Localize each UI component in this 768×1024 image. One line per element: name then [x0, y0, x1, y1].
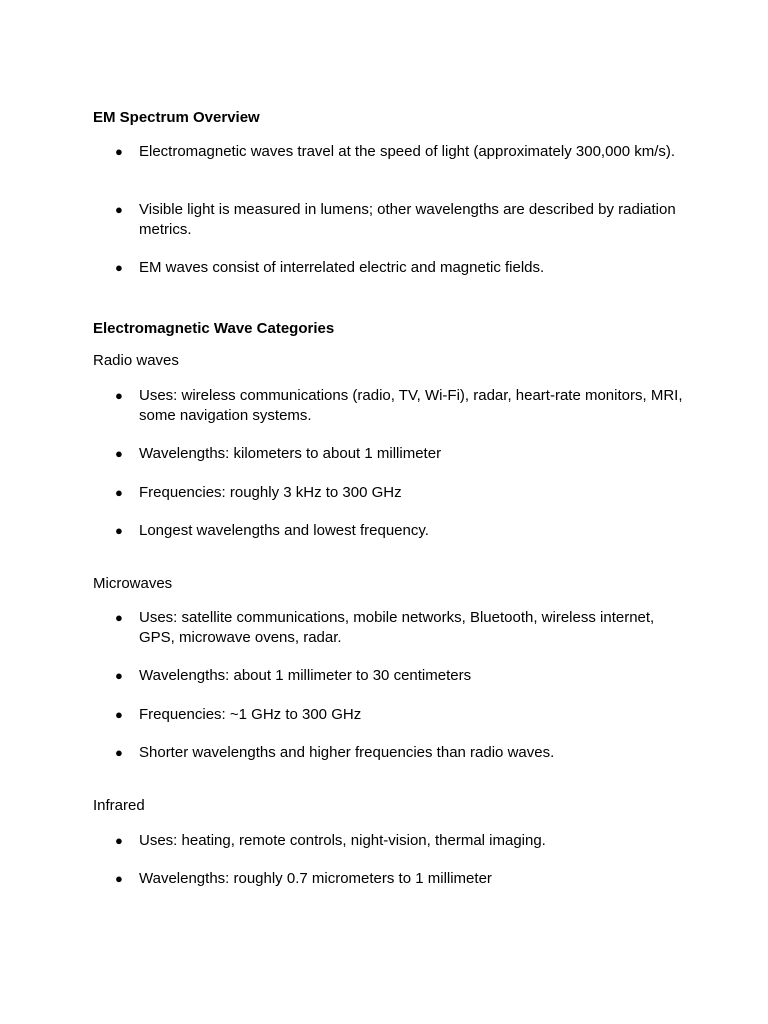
list-item-text: Uses: wireless communications (radio, TV, Wi-Fi), radar, heart-rate monitors, MRI, some navigation systems.: [139, 387, 683, 424]
section-heading-wave-categories: Electromagnetic Wave Categories: [93, 320, 335, 337]
list-item: [115, 666, 685, 686]
list-item: [115, 743, 685, 763]
list-item-text: Electromagnetic waves travel at the speed of light (approximately 300,000 km/s).: [139, 143, 676, 160]
list-item: [115, 258, 685, 278]
bullet-dot: ●: [115, 144, 123, 159]
bullet-dot: ●: [115, 523, 123, 538]
list-item: [115, 831, 685, 851]
category-title-infrared: Infrared: [93, 797, 145, 814]
category-title-radio-waves: Radio waves: [93, 352, 179, 369]
bullet-dot: ●: [115, 610, 123, 625]
list-item: [115, 705, 685, 725]
list-item-text: EM waves consist of interrelated electric and magnetic fields.: [139, 259, 545, 276]
list-item-text: Uses: heating, remote controls, night-vision, thermal imaging.: [139, 832, 546, 849]
list-item: [115, 869, 685, 889]
list-item: [115, 200, 685, 239]
list-item-text: Visible light is measured in lumens; other wavelengths are described by radiation metrics.: [139, 201, 676, 238]
list-item-text: Uses: satellite communications, mobile networks, Bluetooth, wireless internet, GPS, microwave ovens, radar.: [139, 609, 655, 646]
list-item-text: Frequencies: ~1 GHz to 300 GHz: [139, 706, 362, 723]
bullet-dot: ●: [115, 485, 123, 500]
list-item: [115, 444, 685, 464]
category-title-microwaves: Microwaves: [93, 575, 173, 592]
list-item: [115, 521, 685, 541]
bullet-dot: ●: [115, 871, 123, 886]
list-item-text: Wavelengths: kilometers to about 1 millimeter: [139, 445, 442, 462]
list-item: [115, 142, 685, 162]
list-item: [115, 386, 685, 425]
bullet-dot: ●: [115, 446, 123, 461]
bullet-dot: ●: [115, 707, 123, 722]
bullet-dot: ●: [115, 745, 123, 760]
bullet-dot: ●: [115, 202, 123, 217]
list-item-text: Shorter wavelengths and higher frequencies than radio waves.: [139, 744, 555, 761]
list-item-text: Longest wavelengths and lowest frequency.: [139, 522, 429, 539]
bullet-dot: ●: [115, 833, 123, 848]
list-item: [115, 608, 685, 647]
bullet-dot: ●: [115, 260, 123, 275]
section-heading-em-spectrum-overview: EM Spectrum Overview: [93, 109, 260, 126]
list-item-text: Wavelengths: roughly 0.7 micrometers to 1 millimeter: [139, 870, 492, 887]
list-item-text: Wavelengths: about 1 millimeter to 30 centimeters: [139, 667, 472, 684]
list-item: [115, 483, 685, 503]
bullet-dot: ●: [115, 668, 123, 683]
bullet-dot: ●: [115, 388, 123, 403]
list-item-text: Frequencies: roughly 3 kHz to 300 GHz: [139, 484, 402, 501]
